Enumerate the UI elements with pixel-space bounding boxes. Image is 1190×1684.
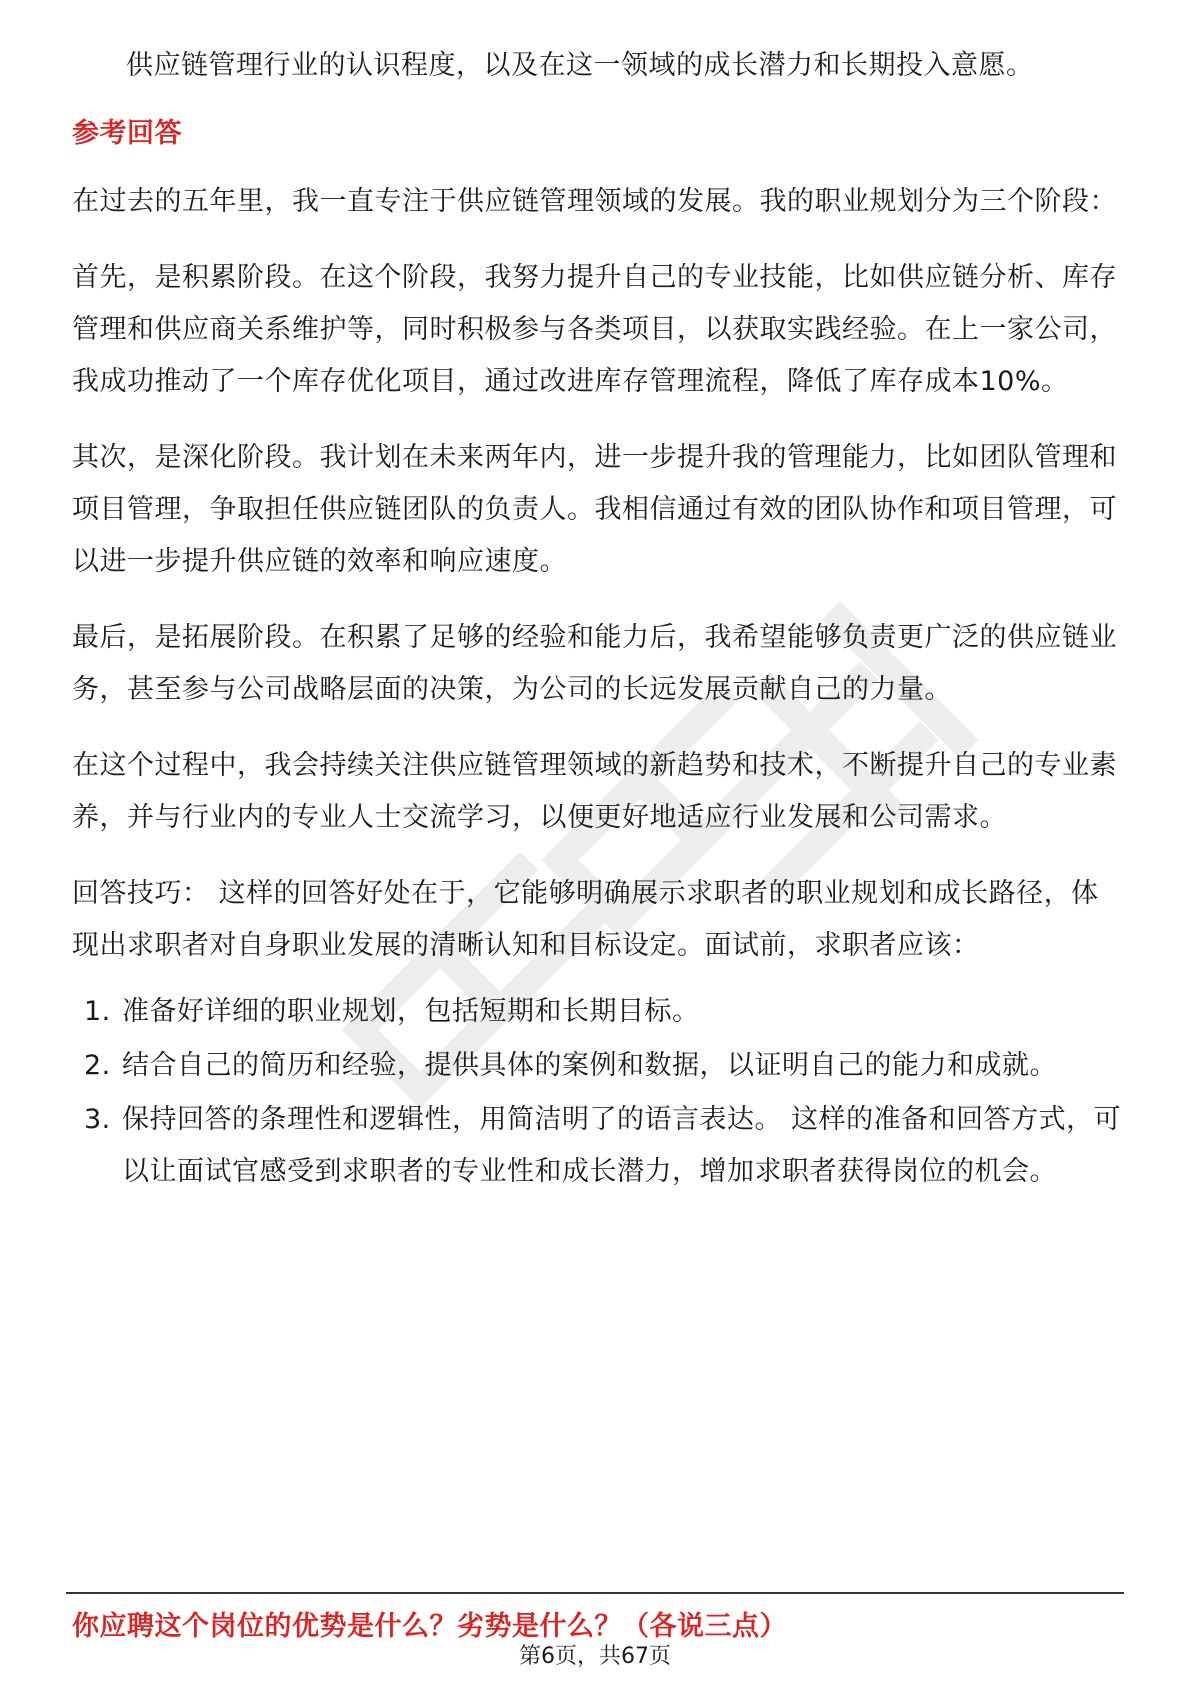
list-item-text: 保持回答的条理性和逻辑性，用简洁明了的语言表达。 这样的准备和回答方式，可以让面试官感受到求职者的专业性和成长潜力，增加求职者获得岗位的机会。 bbox=[122, 1104, 1122, 1187]
list-item bbox=[72, 1094, 1122, 1198]
list-item-text: 结合自己的简历和经验，提供具体的案例和数据，以证明自己的能力和成就。 bbox=[122, 1050, 1057, 1081]
list-item-number: 3. bbox=[84, 1104, 111, 1135]
list-item bbox=[72, 986, 1122, 1038]
page-number-footer: 第6页，共67页 bbox=[519, 1644, 671, 1669]
document-body bbox=[72, 40, 1122, 1200]
paragraph-stage-accumulate: 首先，是积累阶段。在这个阶段，我努力提升自己的专业技能，比如供应链分析、库存管理和供应商关系维护等，同时积极参与各类项目，以获取实践经验。在上一家公司，我成功推动了一个库存优化项目，通过改进库存管理流程，降低了库存成本10%。 bbox=[72, 262, 1117, 397]
paragraph-stage-deepen: 其次，是深化阶段。我计划在未来两年内，进一步提升我的管理能力，比如团队管理和项目管理，争取担任供应链团队的负责人。我相信通过有效的团队协作和项目管理，可以进一步提升供应链的效率和响应速度。 bbox=[72, 442, 1117, 577]
section-divider bbox=[66, 1592, 1124, 1594]
answer-heading: 参考回答 bbox=[72, 118, 182, 149]
list-item bbox=[72, 1040, 1122, 1092]
list-item-text: 准备好详细的职业规划，包括短期和长期目标。 bbox=[122, 996, 700, 1027]
intro-fragment: 供应链管理行业的认识程度，以及在这一领域的成长潜力和长期投入意愿。 bbox=[126, 50, 1034, 81]
paragraph-process: 在这个过程中，我会持续关注供应链管理领域的新趋势和技术，不断提升自己的专业素养，并与行业内的专业人士交流学习，以便更好地适应行业发展和公司需求。 bbox=[72, 750, 1117, 833]
paragraph-stage-expand: 最后，是拓展阶段。在积累了足够的经验和能力后，我希望能够负责更广泛的供应链业务，甚至参与公司战略层面的决策，为公司的长远发展贡献自己的力量。 bbox=[72, 622, 1117, 705]
paragraph-overview: 在过去的五年里，我一直专注于供应链管理领域的发展。我的职业规划分为三个阶段： bbox=[72, 186, 1117, 217]
paragraph-tips-intro: 回答技巧： 这样的回答好处在于，它能够明确展示求职者的职业规划和成长路径，体现出求职者对自身职业发展的清晰认知和目标设定。面试前，求职者应该： bbox=[72, 878, 1099, 961]
next-question-heading: 你应聘这个岗位的优势是什么？劣势是什么？（各说三点） bbox=[72, 1611, 787, 1642]
list-item-number: 2. bbox=[84, 1050, 111, 1081]
tips-list bbox=[72, 986, 1122, 1198]
list-item-number: 1. bbox=[84, 996, 111, 1027]
